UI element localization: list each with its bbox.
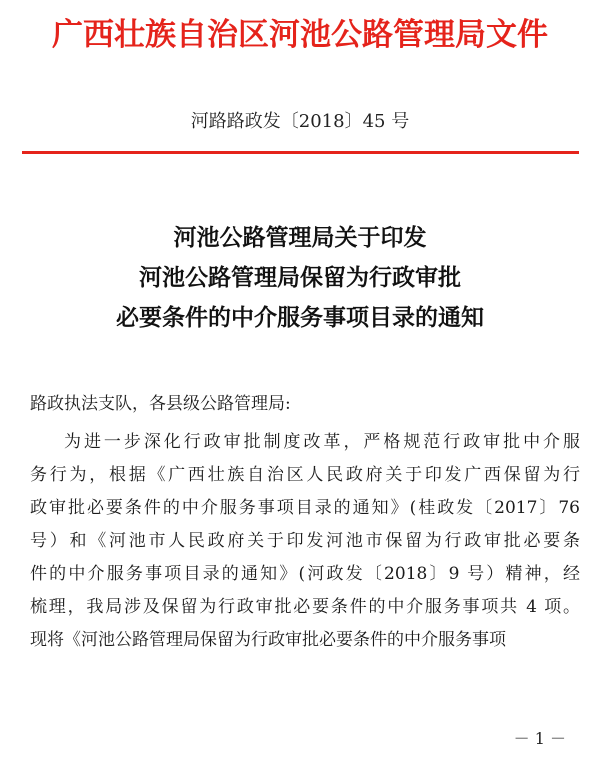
body-line: 政审批必要条件的中介服务事项目录的通知》(桂政发〔2017〕76 [30,498,580,518]
body-line: 务行为，根据《广西壮族自治区人民政府关于印发广西保留为行 [30,465,580,485]
header-red-rule [22,151,579,154]
document-number: 河路路政发〔2018〕45 号 [190,111,410,132]
document-title-line: 河池公路管理局关于印发 [173,224,427,251]
body-line: 号）和《河池市人民政府关于印发河池市保留为行政审批必要条 [30,531,580,551]
page-number: － 1 － [513,729,566,748]
agency-header-title: 广西壮族自治区河池公路管理局文件 [52,17,548,53]
recipient-line: 路政执法支队，各县级公路管理局: [30,394,291,414]
body-line: 梳理，我局涉及保留为行政审批必要条件的中介服务事项共 4 项。 [30,597,580,617]
document-title [0,218,600,338]
body-line: 为进一步深化行政审批制度改革，严格规范行政审批中介服 [64,432,580,452]
document-title-line: 必要条件的中介服务事项目录的通知 [116,304,484,331]
body-text [30,426,580,657]
document-title-line: 河池公路管理局保留为行政审批 [139,264,461,291]
body-line: 件的中介服务事项目录的通知》(河政发〔2018〕9 号）精神，经 [30,564,580,584]
body-line: 现将《河池公路管理局保留为行政审批必要条件的中介服务事项 [30,630,506,650]
